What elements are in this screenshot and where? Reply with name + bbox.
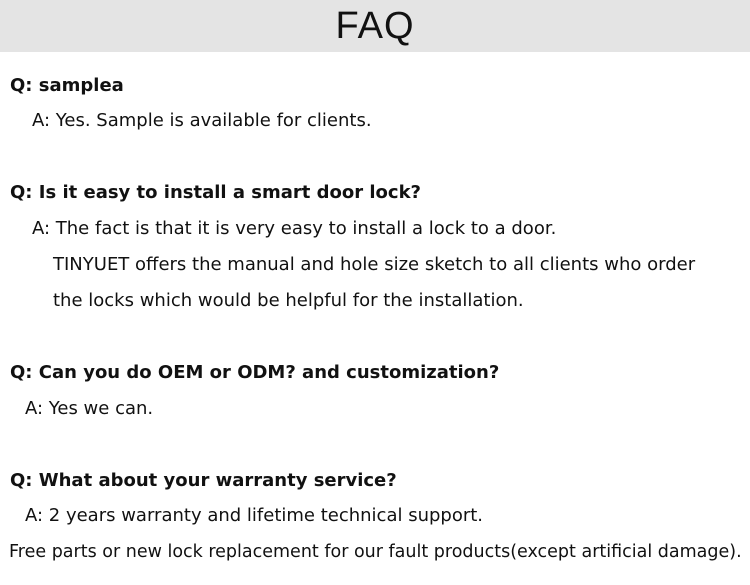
faq-answer-4-line-1: A: 2 years warranty and lifetime technical support. — [25, 505, 484, 526]
faq-answer-4-line-2: Free parts or new lock replacement for our fault products(except artificial damage). — [9, 542, 742, 562]
faq-answer-2-line-3: the locks which would be helpful for the installation. — [53, 290, 524, 311]
faq-header-bar — [0, 0, 750, 52]
faq-question-2: Q: Is it easy to install a smart door lock? — [10, 182, 422, 203]
faq-answer-2-line-2: TINYUET offers the manual and hole size sketch to all clients who order — [53, 254, 696, 275]
page-title: FAQ — [335, 5, 415, 47]
faq-question-1: Q: samplea — [10, 75, 124, 96]
faq-question-3: Q: Can you do OEM or ODM? and customization? — [10, 362, 500, 383]
faq-answer-1-line-1: A: Yes. Sample is available for clients. — [32, 110, 372, 131]
faq-question-4: Q: What about your warranty service? — [10, 470, 397, 491]
faq-answer-2-line-1: A: The fact is that it is very easy to install a lock to a door. — [32, 218, 557, 239]
faq-answer-3-line-1: A: Yes we can. — [25, 398, 154, 419]
